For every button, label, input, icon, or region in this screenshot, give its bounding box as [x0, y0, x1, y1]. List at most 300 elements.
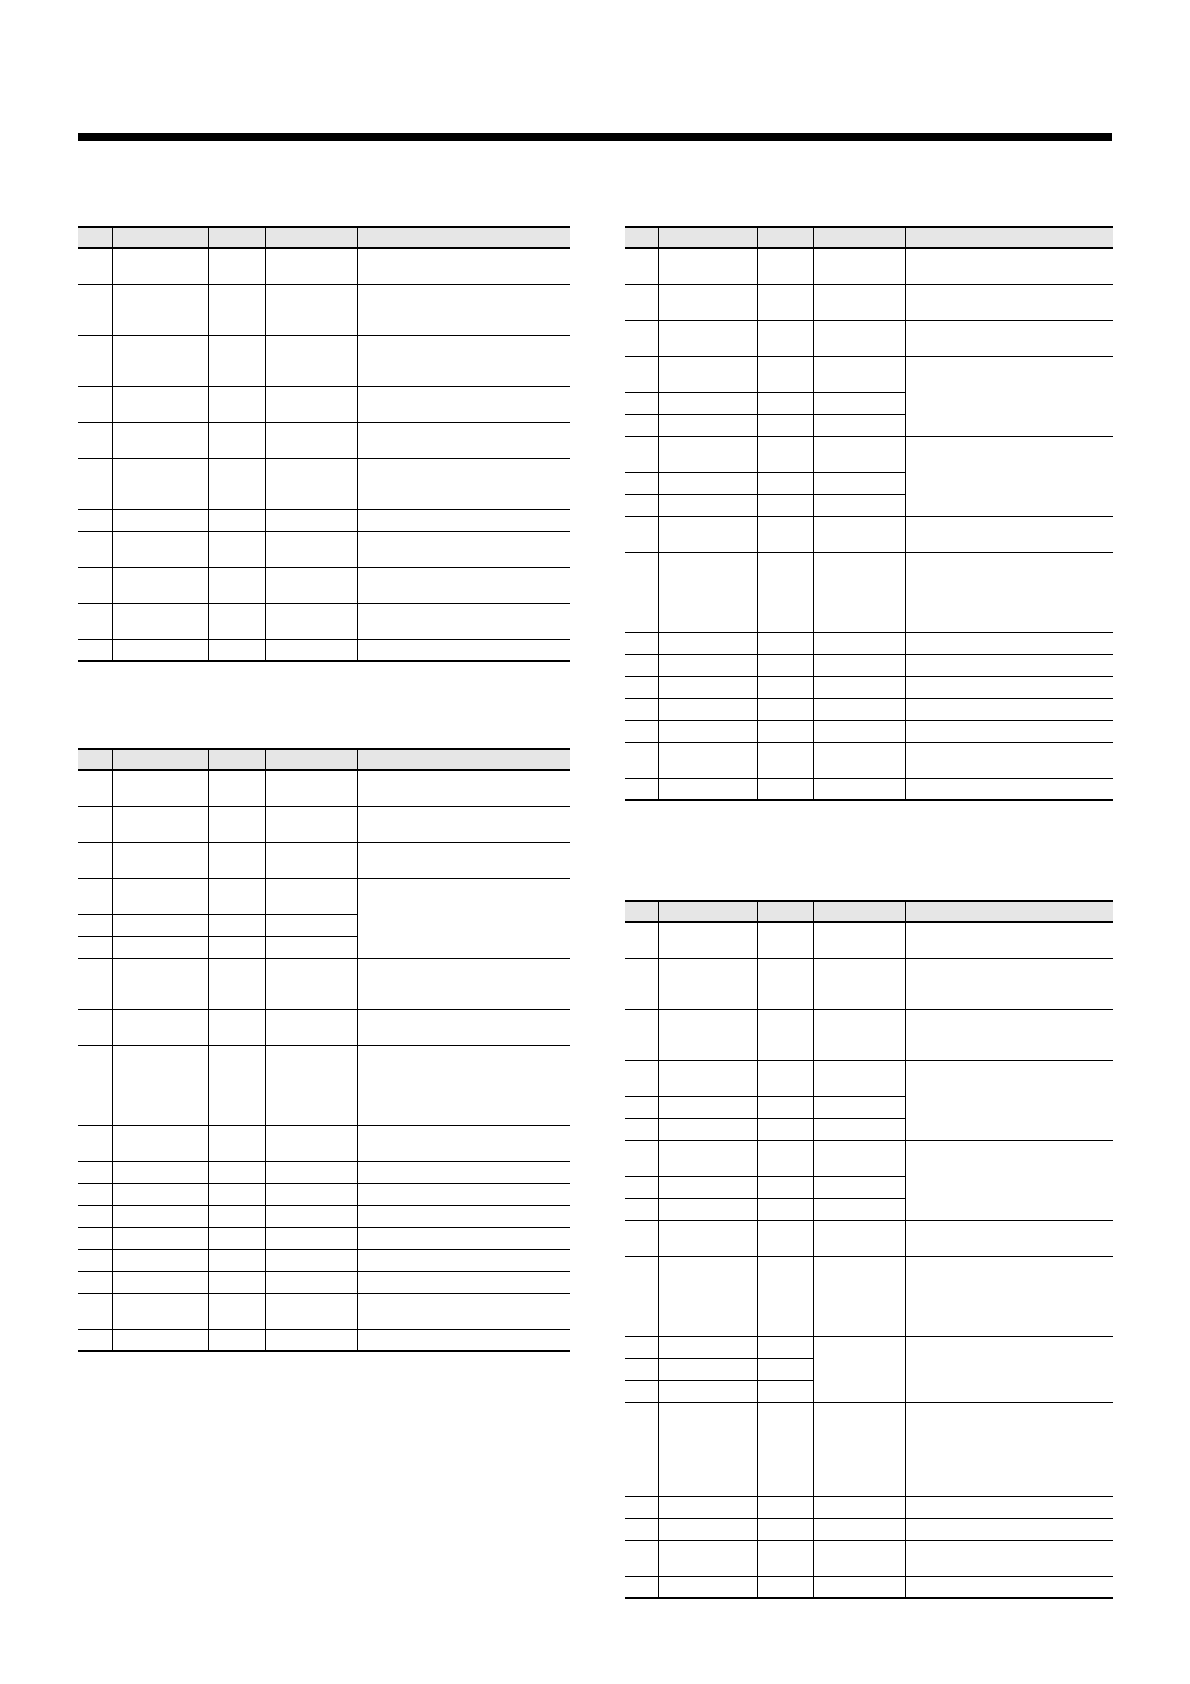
table-cell: [905, 676, 1113, 698]
table-cell: [357, 958, 570, 1009]
table-row: [625, 1220, 1113, 1256]
table-cell: [265, 603, 357, 639]
table-row: [78, 1329, 570, 1351]
table-cell: [813, 1518, 905, 1540]
table-cell: [813, 1060, 905, 1096]
table-cell: [813, 1256, 905, 1336]
table-cell: [658, 1518, 757, 1540]
table-cell: [625, 1096, 658, 1118]
table-cell: [265, 1045, 357, 1125]
table-cell: [112, 1205, 208, 1227]
table-cell: [265, 806, 357, 842]
table-cell: [625, 1358, 658, 1380]
table-cell: [625, 1336, 658, 1358]
table-cell: [658, 320, 757, 356]
table-cell: [208, 335, 265, 386]
table-cell: [625, 698, 658, 720]
table-row: [78, 1161, 570, 1183]
table-row: [78, 1293, 570, 1329]
table-cell: [905, 958, 1113, 1009]
table-row: [78, 1183, 570, 1205]
table-cell: [357, 509, 570, 531]
table-cell: [813, 1576, 905, 1598]
table-cell: [357, 1329, 570, 1351]
table-cell: [757, 1380, 813, 1402]
table-cell: [625, 1256, 658, 1336]
table-cell: [265, 1183, 357, 1205]
table-cell: [208, 1183, 265, 1205]
table-cell: [813, 1496, 905, 1518]
table-cell: [757, 1496, 813, 1518]
table-cell: [208, 806, 265, 842]
table-cell: [265, 914, 357, 936]
table-cell: [265, 1271, 357, 1293]
table-cell: [658, 1096, 757, 1118]
table-cell: [625, 414, 658, 436]
table-cell: [208, 1293, 265, 1329]
table-cell: [112, 335, 208, 386]
table-cell: [757, 922, 813, 958]
table-cell: [905, 1496, 1113, 1518]
table-cell: [357, 878, 570, 958]
table-cell: [658, 676, 757, 698]
table-cell: [265, 1227, 357, 1249]
table-cell: [757, 1358, 813, 1380]
table-cell: [265, 639, 357, 661]
header-cell: [208, 227, 265, 248]
table-cell: [78, 639, 112, 661]
table-cell: [905, 356, 1113, 436]
table-row: [78, 1271, 570, 1293]
table-row: [625, 1518, 1113, 1540]
header-cell: [658, 227, 757, 248]
table-cell: [625, 552, 658, 632]
table-cell: [208, 1271, 265, 1293]
table-cell: [112, 1125, 208, 1161]
table-row: [78, 806, 570, 842]
table-cell: [658, 516, 757, 552]
table-cell: [265, 1293, 357, 1329]
table-cell: [78, 1183, 112, 1205]
table-cell: [112, 639, 208, 661]
table-cell: [905, 1402, 1113, 1496]
table-cell: [757, 698, 813, 720]
table-cell: [112, 284, 208, 335]
table-cell: [112, 842, 208, 878]
table-cell: [658, 1358, 757, 1380]
table-cell: [208, 936, 265, 958]
table-row: [78, 509, 570, 531]
table-cell: [357, 1227, 570, 1249]
table-cell: [208, 1009, 265, 1045]
table-cell: [78, 335, 112, 386]
table-cell: [265, 458, 357, 509]
table-cell: [905, 1140, 1113, 1220]
table-cell: [208, 1249, 265, 1271]
table-cell: [905, 284, 1113, 320]
table-cell: [757, 1096, 813, 1118]
table-cell: [265, 422, 357, 458]
table-cell: [208, 1045, 265, 1125]
table-cell: [265, 335, 357, 386]
table-cell: [78, 1205, 112, 1227]
table-row: [78, 878, 570, 914]
table-cell: [757, 1336, 813, 1358]
table-row: [625, 1576, 1113, 1598]
table-cell: [625, 472, 658, 494]
header-cell: [357, 227, 570, 248]
table-cell: [265, 567, 357, 603]
table-cell: [658, 698, 757, 720]
table-cell: [905, 320, 1113, 356]
table-cell: [208, 567, 265, 603]
table-cell: [625, 356, 658, 392]
table-row: [78, 567, 570, 603]
table-cell: [813, 698, 905, 720]
table-cell: [78, 958, 112, 1009]
table-cell: [813, 516, 905, 552]
table-cell: [757, 632, 813, 654]
table-row: [78, 1045, 570, 1125]
parameter-table-b: [78, 748, 570, 1352]
header-cell: [78, 227, 112, 248]
table-cell: [357, 1045, 570, 1125]
table-cell: [658, 392, 757, 414]
table-cell: [78, 1161, 112, 1183]
table-cell: [112, 936, 208, 958]
table-cell: [265, 284, 357, 335]
table-cell: [625, 742, 658, 778]
table-cell: [757, 1118, 813, 1140]
header-cell: [357, 749, 570, 770]
table-cell: [112, 603, 208, 639]
header-cell: [625, 227, 658, 248]
table-cell: [658, 1176, 757, 1198]
table-row: [625, 1060, 1113, 1096]
page-header-rule: [78, 133, 1112, 141]
table-cell: [905, 552, 1113, 632]
table-cell: [625, 778, 658, 800]
table-cell: [112, 806, 208, 842]
table-row: [78, 248, 570, 284]
table-cell: [112, 1293, 208, 1329]
table-cell: [757, 436, 813, 472]
table-cell: [265, 770, 357, 806]
table-cell: [625, 922, 658, 958]
header-cell: [757, 901, 813, 922]
table-cell: [208, 531, 265, 567]
table-cell: [78, 1271, 112, 1293]
table-cell: [658, 494, 757, 516]
table-cell: [905, 742, 1113, 778]
table-cell: [208, 878, 265, 914]
table-row: [625, 320, 1113, 356]
table-cell: [658, 1336, 757, 1358]
table-cell: [357, 1009, 570, 1045]
table-cell: [757, 472, 813, 494]
table-cell: [112, 531, 208, 567]
header-cell: [658, 901, 757, 922]
table-cell: [813, 1336, 905, 1402]
parameter-table-a: [78, 226, 570, 662]
table-cell: [757, 1009, 813, 1060]
table-row: [625, 356, 1113, 392]
table-cell: [757, 494, 813, 516]
table-cell: [813, 1140, 905, 1176]
table-cell: [813, 1096, 905, 1118]
table-cell: [813, 1118, 905, 1140]
table-cell: [813, 1220, 905, 1256]
table-cell: [265, 1205, 357, 1227]
table-cell: [813, 552, 905, 632]
table-row: [78, 770, 570, 806]
table-cell: [78, 458, 112, 509]
table-cell: [813, 356, 905, 392]
table-cell: [357, 806, 570, 842]
table-cell: [265, 1009, 357, 1045]
table-cell: [78, 1045, 112, 1125]
table-row: [78, 1125, 570, 1161]
table-cell: [757, 720, 813, 742]
table-cell: [625, 1518, 658, 1540]
table-cell: [813, 414, 905, 436]
table-cell: [905, 1540, 1113, 1576]
table-cell: [905, 516, 1113, 552]
table-cell: [905, 1060, 1113, 1140]
table-cell: [112, 458, 208, 509]
table-cell: [625, 1220, 658, 1256]
table-cell: [625, 1198, 658, 1220]
table-cell: [658, 742, 757, 778]
table-cell: [112, 1249, 208, 1271]
table-cell: [813, 922, 905, 958]
table-row: [625, 1402, 1113, 1496]
table-cell: [757, 958, 813, 1009]
table-cell: [757, 392, 813, 414]
table-cell: [112, 770, 208, 806]
table-cell: [265, 1125, 357, 1161]
table-row: [625, 1336, 1113, 1358]
table-cell: [357, 1125, 570, 1161]
table-cell: [658, 1220, 757, 1256]
table-cell: [905, 778, 1113, 800]
table-cell: [658, 1576, 757, 1598]
table-cell: [208, 1227, 265, 1249]
table-cell: [658, 632, 757, 654]
table-cell: [112, 1271, 208, 1293]
table-cell: [78, 531, 112, 567]
header-cell: [208, 749, 265, 770]
table-header-row: [625, 227, 1113, 248]
table-row: [78, 422, 570, 458]
table-row: [625, 1009, 1113, 1060]
table-cell: [658, 958, 757, 1009]
table-cell: [813, 742, 905, 778]
table-cell: [658, 1540, 757, 1576]
table-row: [625, 248, 1113, 284]
table-cell: [112, 1161, 208, 1183]
table-row: [78, 386, 570, 422]
table-cell: [357, 639, 570, 661]
table-cell: [208, 284, 265, 335]
table-cell: [357, 603, 570, 639]
table-cell: [78, 878, 112, 914]
table-cell: [78, 770, 112, 806]
header-cell: [905, 901, 1113, 922]
table-cell: [357, 386, 570, 422]
table-cell: [658, 778, 757, 800]
table-cell: [813, 1009, 905, 1060]
table-cell: [78, 1329, 112, 1351]
table-cell: [658, 1118, 757, 1140]
table-cell: [78, 509, 112, 531]
table-row: [78, 603, 570, 639]
table-cell: [658, 1402, 757, 1496]
parameter-table-d: [625, 900, 1113, 1599]
table-cell: [265, 1161, 357, 1183]
table-cell: [813, 284, 905, 320]
table-cell: [658, 1380, 757, 1402]
table-cell: [813, 248, 905, 284]
table-cell: [625, 676, 658, 698]
table-cell: [265, 509, 357, 531]
table-cell: [78, 1009, 112, 1045]
table-row: [625, 1140, 1113, 1176]
table-cell: [757, 654, 813, 676]
table-row: [625, 958, 1113, 1009]
table-row: [78, 1249, 570, 1271]
header-cell: [78, 749, 112, 770]
table-cell: [625, 284, 658, 320]
table-cell: [208, 509, 265, 531]
table-cell: [357, 842, 570, 878]
header-cell: [265, 227, 357, 248]
table-cell: [813, 320, 905, 356]
table-cell: [78, 842, 112, 878]
table-cell: [757, 1060, 813, 1096]
table-cell: [905, 248, 1113, 284]
table-cell: [357, 335, 570, 386]
table-cell: [813, 392, 905, 414]
table-cell: [265, 958, 357, 1009]
table-cell: [813, 778, 905, 800]
table-cell: [625, 1140, 658, 1176]
table-cell: [78, 386, 112, 422]
table-cell: [112, 914, 208, 936]
table-cell: [813, 1402, 905, 1496]
table-cell: [813, 676, 905, 698]
table-row: [625, 1496, 1113, 1518]
parameter-table-c: [625, 226, 1113, 801]
table-cell: [208, 958, 265, 1009]
table-cell: [757, 778, 813, 800]
table-cell: [625, 516, 658, 552]
table-cell: [625, 1009, 658, 1060]
table-cell: [625, 392, 658, 414]
table-cell: [357, 248, 570, 284]
table-row: [625, 778, 1113, 800]
table-header-row: [78, 749, 570, 770]
table-cell: [208, 603, 265, 639]
table-cell: [265, 1329, 357, 1351]
table-row: [625, 922, 1113, 958]
table-cell: [208, 1205, 265, 1227]
header-cell: [112, 227, 208, 248]
table-cell: [625, 720, 658, 742]
table-cell: [757, 1220, 813, 1256]
table-cell: [813, 720, 905, 742]
table-row: [625, 284, 1113, 320]
table-cell: [357, 458, 570, 509]
table-cell: [265, 248, 357, 284]
table-row: [625, 516, 1113, 552]
table-cell: [112, 422, 208, 458]
table-cell: [658, 922, 757, 958]
table-row: [625, 676, 1113, 698]
table-cell: [757, 1540, 813, 1576]
table-cell: [625, 436, 658, 472]
table-cell: [357, 1183, 570, 1205]
table-cell: [658, 654, 757, 676]
table-cell: [658, 552, 757, 632]
header-cell: [813, 227, 905, 248]
table-cell: [112, 1183, 208, 1205]
table-cell: [625, 958, 658, 1009]
table-cell: [625, 1380, 658, 1402]
table-cell: [208, 422, 265, 458]
table-cell: [625, 654, 658, 676]
table-cell: [208, 842, 265, 878]
table-cell: [905, 632, 1113, 654]
table-cell: [357, 1293, 570, 1329]
table-cell: [208, 386, 265, 422]
table-row: [78, 458, 570, 509]
table-cell: [757, 742, 813, 778]
table-cell: [813, 472, 905, 494]
table-cell: [78, 1125, 112, 1161]
table-cell: [757, 284, 813, 320]
table-cell: [757, 320, 813, 356]
table-cell: [78, 567, 112, 603]
table-header-row: [625, 901, 1113, 922]
table-cell: [112, 1227, 208, 1249]
table-row: [78, 639, 570, 661]
table-cell: [905, 1009, 1113, 1060]
table-cell: [78, 422, 112, 458]
header-cell: [813, 901, 905, 922]
table-cell: [208, 1161, 265, 1183]
table-cell: [905, 1518, 1113, 1540]
table-cell: [757, 552, 813, 632]
table-cell: [905, 922, 1113, 958]
table-cell: [658, 720, 757, 742]
header-cell: [757, 227, 813, 248]
table-cell: [357, 422, 570, 458]
table-cell: [625, 494, 658, 516]
table-row: [78, 842, 570, 878]
table-header-row: [78, 227, 570, 248]
table-cell: [757, 356, 813, 392]
table-cell: [658, 1060, 757, 1096]
table-cell: [625, 1176, 658, 1198]
table-cell: [78, 1293, 112, 1329]
table-cell: [658, 1496, 757, 1518]
table-row: [78, 531, 570, 567]
table-cell: [757, 1198, 813, 1220]
table-cell: [625, 1540, 658, 1576]
table-cell: [208, 1125, 265, 1161]
table-row: [625, 552, 1113, 632]
